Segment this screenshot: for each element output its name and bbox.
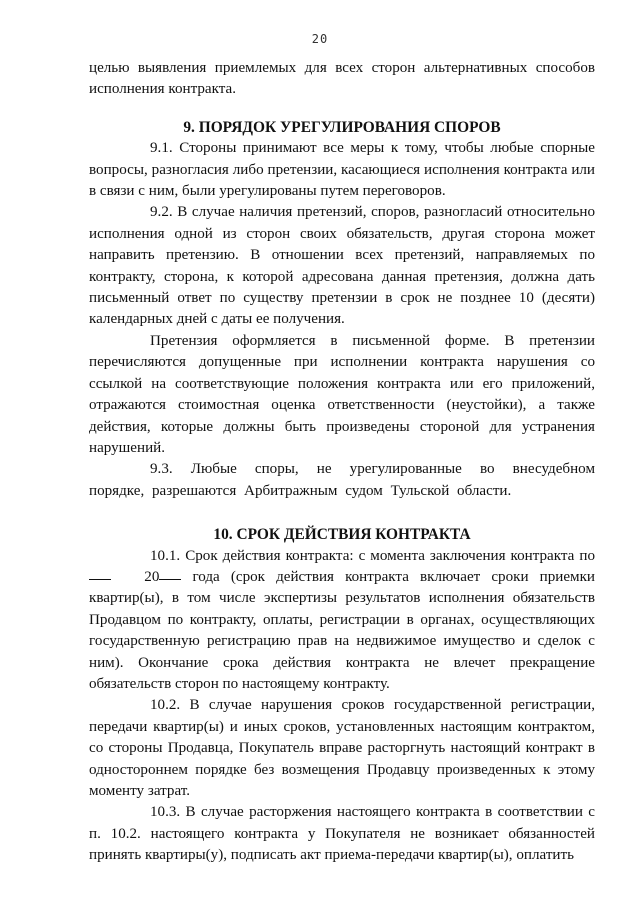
document-body [89, 58, 595, 867]
section-9-3-paragraph: 9.3. Любые споры, не урегулированные во внесудебном порядке, разрешаются Арбитражным судом Тульской области. [89, 461, 595, 499]
section-10-2-paragraph: 10.2. В случае нарушения сроков государственной регистрации, передачи квартир(ы) и иных сроков, установленных настоящим контрактом, со стороны Продавца, Покупатель вправе расторгнуть настоящий контракт в одностороннем порядке без возмещения Продавцу произведенных к этому моменту затрат. [89, 697, 595, 799]
section-10-1-paragraph [89, 546, 595, 696]
year-prefix: 20 [144, 568, 160, 585]
page-number: 20 [311, 32, 329, 46]
section-9-claim-paragraph: Претензия оформляется в письменной форме. В претензии перечисляются допущенные при исполнении контракта нарушения со ссылкой на соответствующие положения контракта или его приложений, отражаются стоимостная оценка ответственности (неустойки), а также действия, которые должны быть произведены стороной для устранения нарушений. [89, 332, 595, 456]
section-9-1-paragraph: 9.1. Стороны принимают все меры к тому, чтобы любые спорные вопросы, разногласия либо претензии, касающиеся исполнения контракта или в связи с ним, были урегулированы путем переговоров. [89, 140, 595, 200]
section-10-1-start: 10.1. Срок действия контракта: с момента заключения контракта по [150, 547, 595, 564]
section-10-3-paragraph: 10.3. В случае расторжения настоящего контракта в соответствии с п. 10.2. настоящего контракта у Покупателя не возникает обязанностей принять квартиры(у), подписать акт приема-передачи квартир(ы), оплатить [89, 804, 595, 864]
section-9-heading: 9. ПОРЯДОК УРЕГУЛИРОВАНИЯ СПОРОВ [183, 118, 501, 136]
intro-paragraph: целью выявления приемлемых для всех сторон альтернативных способов исполнения контракта. [89, 60, 595, 98]
section-9-2-paragraph: 9.2. В случае наличия претензий, споров, разногласий относительно исполнения одной из сторон своих обязательств, другая сторона может направить претензию. В отношении всех претензий, направляемых по контракту, сторона, к которой адресована данная претензия, должна дать письменный ответ по существу претензии в срок не позднее 10 (десяти) календарных дней с даты ее получения. [89, 204, 595, 328]
section-10-heading: 10. СРОК ДЕЙСТВИЯ КОНТРАКТА [213, 526, 471, 544]
section-10-1-rest: года (срок действия контракта включает сроки приемки квартир(ы), в том числе экспертизы результатов исполнения обязательств Продавцом по контракту, оплаты, регистрации в органах, осуществляющих государственную регистрацию прав на недвижимое имущество и сделок с ним). Окончание срока действия контракта не влечет прекращение обязательств сторон по настоящему контракту. [89, 568, 595, 692]
year-blank-field [159, 579, 181, 580]
date-blank-field [89, 579, 111, 580]
